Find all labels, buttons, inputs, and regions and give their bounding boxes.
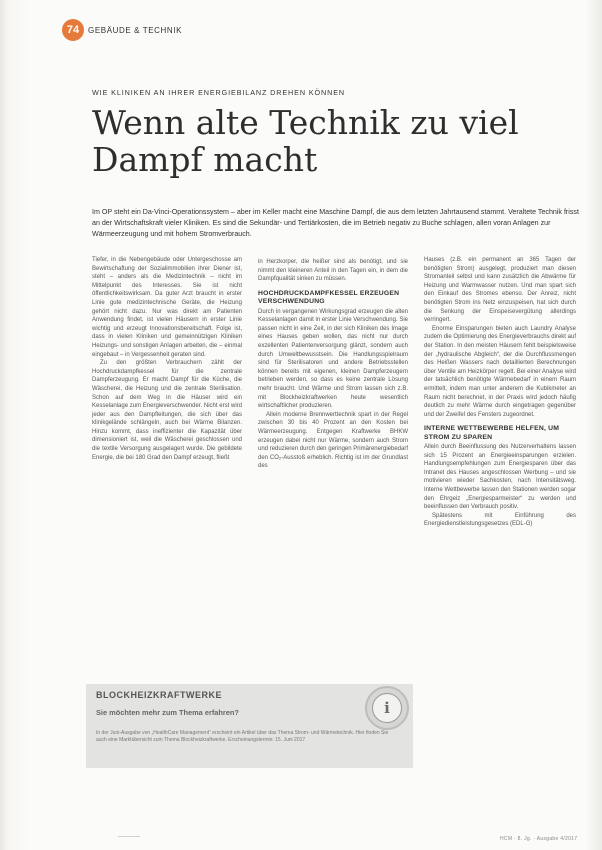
paragraph: Hauses (z.B. ein permanent an 365 Tagen der benötigten Strom) ausgelegt, produziert man diesen Stromanteil selbst und kann zusätzlich die Abwärme für Heizung und Warmwasser nutzen. Und man spart sich den Einkauf des Stromes ebenso. Der Anreiz, nicht benötigten Strom ins Netz einzuspeisen, hat sich durch die Senkung der Einspeisevergütung allerdings verringert. [424,257,576,324]
subheading-hochdruckdampfkessel: HOCHDRUCKDAMPFKESSEL ERZEUGEN VERSCHWENDUNG [258,289,400,306]
paragraph: Allein moderne Brennwerttechnik spart in der Regel zwischen 30 bis 40 Prozent an den Kosten bei Wärmeerzeugung. Entgegen Kraftwerke BHKW erzeugen dabei nicht nur Wärme, sondern auch Strom und reduzieren durch den geringen Primärenergiebedarf den CO₂-Ausstoß erheblich. Richtig ist im der Grundlast des [258,411,408,470]
article-lead: Im OP steht ein Da-Vinci-Operationssystem – aber im Keller macht eine Maschine Dampf, die aus dem letzten Jahrtausend stammt. Veraltete Technik frisst an der Wirtschaftskraft vieler Kliniken. Es sind die Sekundär- und Tertiärkosten, die im Betrieb negativ zu Buche schlagen, allen voran Anlagen zur Wärmeerzeugung und mit hohem Stromverbrauch. [92,208,579,238]
page-header [62,19,182,41]
paragraph: Zu den größten Verbrauchern zählt der Hochdruckdampfkessel für die zentrale Dampferzeugung. Er macht Dampf für die Küche, die Wäscherei, die Heizung und die zentrale Sterilisation. Schon auf dem Weg in die Häuser wird ein Kesselanlage zum Energieverschwender. Nicht erst wird jeder aus den Dampfleitungen, die sich über das klinikgelände schlängeln, auch bei Wärme Bilanzen. Hinzu kommt, dass ineffizienter die Kapazität über dimensioniert ist, weil die Wäscherei geschlossen und die textile Versorgung ausgelagert wurde. Die gebildete Energie, die bei 180 Grad den Dampf erzeugt, fließt [92,360,242,461]
section-label: GEBÄUDE & TECHNIK [88,25,183,35]
info-icon [365,686,409,730]
info-box-body: In der Juni-Ausgabe von „HealthCare Management“ erscheint ein Artikel über das Thema Strom- und Wärmetechnik. Hier finden Sie auch eine Marktübersicht zum Thema Blockheizkraftwerke. Erscheinungstermin: 15. Juni 2017 [96,730,389,744]
page-footer: HCM · 8. Jg. · Ausgabe 4/2017 [500,836,578,842]
paragraph: in Herzkorper, die heißer sind als benötigt, und sie nimmt den kleineren Anteil in den Tagen ein, in dem die Dampfqualität sinken zu müssen. [258,259,408,283]
info-icon-glyph: i [372,693,402,723]
article-kicker: WIE KLINIKEN AN IHRER ENERGIEBILANZ DREHEN KÖNNEN [92,88,345,97]
article-headline: Wenn alte Technik zu viel Dampf macht [92,103,519,179]
paragraph: Spätestens mit Einführung des Energiedienstleistungsgesetzes (EDL-G) [424,512,576,528]
paragraph: Durch in vergangenen Wirkungsgrad erzeugen die alten Kesselanlagen damit in erster Linie Verschwendung. Sie passen nicht in eine Zeit, in der sich Kliniken des Image eines Hauses geben wollen, das nicht nur durch exzellenten Patientenversorgung glänzt, sondern auch durch Umweltbewusstsein. Die Handlungsspielraum sind für Sterilisatoren und andere Betriebsstellen können bereits mit eigenen, kleinen Dampferzeugern betrieben werden, so dass es keine zentrale Lösung mehr braucht. Und Wärme und Strom lassen sich z.B. mit Blockheizkraftwerken heute wesentlich wirtschaftlicher produzieren. [258,308,408,410]
page-number-badge: 74 [62,19,84,41]
paragraph: Allein durch Beeinflussung des Nutzerverhaltens lassen sich 15 Prozent an Energieeinsparungen erzielen. Handlungsempfehlungen zum Energiesparen über das Intranet des Hauses angeschlossen Werbung – und sie motivieren wieder Sachkosten, nach Intensitätsweg. Interne Wettbewerbe lassen den Stationen werden sogar den Ehrgeiz „Energiesparmeister“ zu werden und beeinflussen den Verbrauch positiv. [424,444,576,511]
paragraph: Enorme Einsparungen bieten auch Laundry Analyse zudem die Optimierung des Energieverbrauchs direkt auf der Station. In den meisten Häusern fehlt beispielsweise der „hydraulische Abgleich“, der die Durchflussmengen des Heißen Wassers nach detaillierten Berechnungen über Ventile am Heizkörper regelt. Bei einer Analyse wird der tatsächlich benötigte Wärmebedarf in einem Raum ermittelt, indem man unter anderem die Kubikmeter an Raum nicht berechnet, in der Praxis wird jedoch häufig deutlich zu mehr Wärme durch eingetragen gegenüber und der Zweifel des Fensters zugeordnet. [424,325,576,418]
info-box-title: BLOCKHEIZKRAFTWERKE [96,690,222,700]
text-column-3 [424,256,576,529]
paragraph: Tiefer, in die Nebengebäude oder Untergeschosse am Bewirtschaftung der Sozialimmobilien ihrer Diener ist, steht – anders als die Medizintechnik – nicht im Mittelpunkt des Interesses. Sie ist nicht öffentlichkeitswirksam. Da guter Arzt braucht in erster Linie gute medizintechnische Geräte, die Heizung gehört nicht dazu. Nur was direkt am Patienten Anwendung findet, ist vielen Häusern in erster Linie wichtig und erzeugt Innovationsbereitschaft. Folge ist, dass in vielen Kliniken und gemeinnützigen Kliniken Heizungs- und sonstigen Anlagen arbeiten, die – einmal eingebaut – in Vergessenheit geraten sind. [92,257,242,358]
footer-rule [118,836,140,840]
info-box-subtitle: Sie möchten mehr zum Thema erfahren? [96,708,239,717]
text-column-1 [92,256,242,462]
text-column-2 [258,258,408,471]
subheading-interne-wettbewerbe: INTERNE WETTBEWERBE HELFEN, UM STROM ZU SPAREN [424,425,560,441]
info-box [86,684,413,768]
